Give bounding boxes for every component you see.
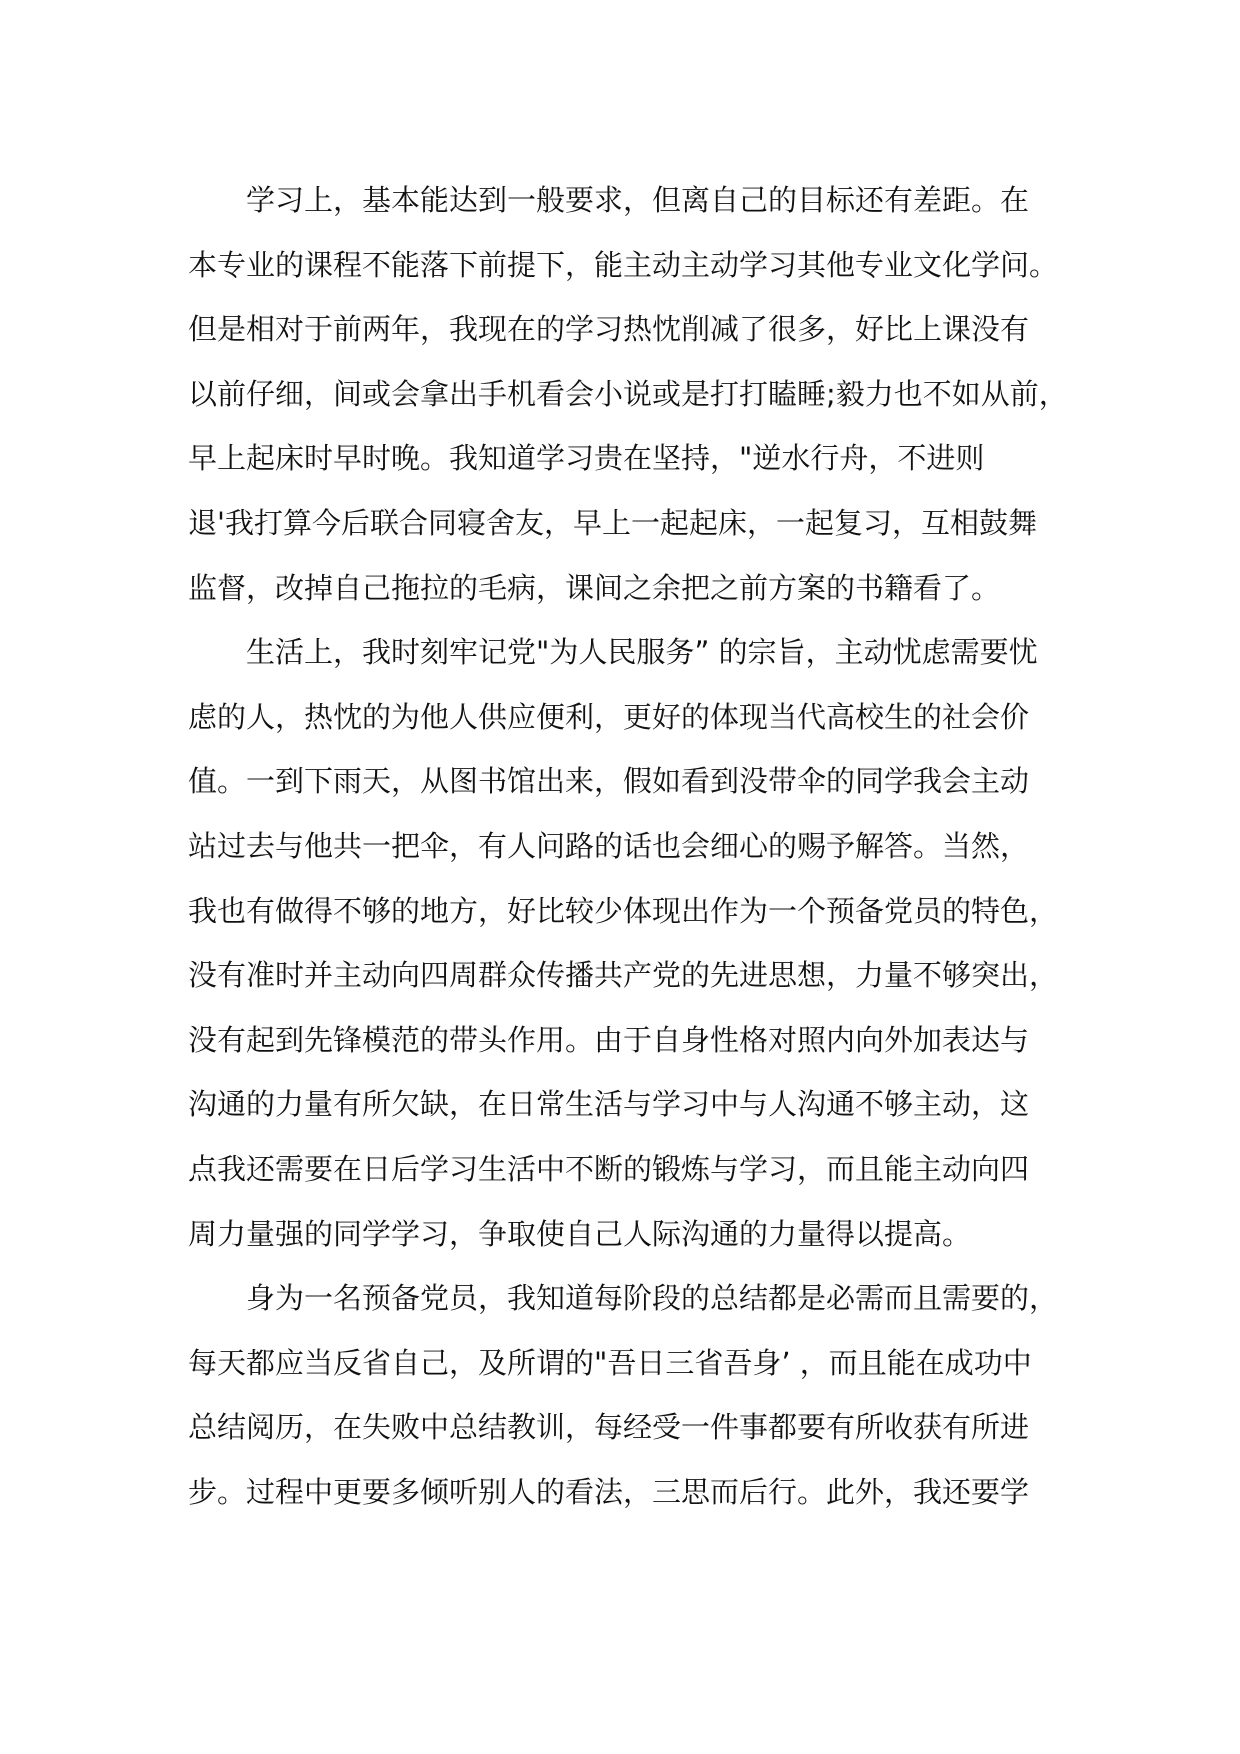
paragraph-line: 生活上，我时刻牢记党"为人民服务” 的宗旨，主动忧虑需要忧: [246, 635, 1038, 670]
paragraph-line: 早上起床时早时晚。我知道学习贵在坚持，"逆水行舟，不进则: [188, 441, 985, 476]
paragraph-line: 本专业的课程不能落下前提下，能主动主动学习其他专业文化学问。: [188, 247, 1059, 282]
paragraph-line: 值。一到下雨天，从图书馆出来，假如看到没带伞的同学我会主动: [188, 764, 1030, 799]
paragraph-line: 以前仔细，间或会拿出手机看会小说或是打打瞌睡;毅力也不如从前，: [188, 376, 1068, 411]
document-body: [188, 168, 1088, 1524]
paragraph-line: 监督，改掉自己拖拉的毛病，课间之余把之前方案的书籍看了。: [188, 570, 1001, 605]
paragraph-line: 但是相对于前两年，我现在的学习热忱削减了很多，好比上课没有: [188, 312, 1030, 347]
paragraph-line: 点我还需要在日后学习生活中不断的锻炼与学习，而且能主动向四: [188, 1151, 1030, 1186]
paragraph-line: 学习上，基本能达到一般要求，但离自己的目标还有差距。在: [246, 183, 1030, 217]
paragraph-line: 站过去与他共一把伞，有人问路的话也会细心的赐予解答。当然，: [188, 828, 1030, 863]
paragraph-line: 退'我打算今后联合同寝舍友，早上一起起床，一起复习，互相鼓舞: [188, 505, 1037, 540]
paragraph-line: 没有起到先锋模范的带头作用。由于自身性格对照内向外加表达与: [188, 1022, 1030, 1057]
paragraph-line: 沟通的力量有所欠缺，在日常生活与学习中与人沟通不够主动，这: [188, 1087, 1030, 1122]
paragraph-summary: [188, 1266, 1088, 1524]
paragraph-life: [188, 620, 1088, 1266]
paragraph-line: 每天都应当反省自己，及所谓的"吾日三省吾身’ ，而且能在成功中: [188, 1345, 1032, 1380]
paragraph-line: 总结阅历，在失败中总结教训，每经受一件事都要有所收获有所进: [188, 1410, 1030, 1445]
paragraph-line: 周力量强的同学学习，争取使自己人际沟通的力量得以提高。: [188, 1216, 972, 1251]
paragraph-study: [188, 168, 1088, 620]
paragraph-line: 步。过程中更要多倾听别人的看法，三思而后行。此外，我还要学: [188, 1474, 1030, 1509]
paragraph-line: 我也有做得不够的地方，好比较少体现出作为一个预备党员的特色，: [188, 893, 1059, 928]
paragraph-line: 虑的人，热忱的为他人供应便利，更好的体现当代高校生的社会价: [188, 699, 1030, 734]
paragraph-line: 没有准时并主动向四周群众传播共产党的先进思想，力量不够突出，: [188, 958, 1059, 993]
paragraph-line: 身为一名预备党员，我知道每阶段的总结都是必需而且需要的，: [246, 1281, 1059, 1316]
